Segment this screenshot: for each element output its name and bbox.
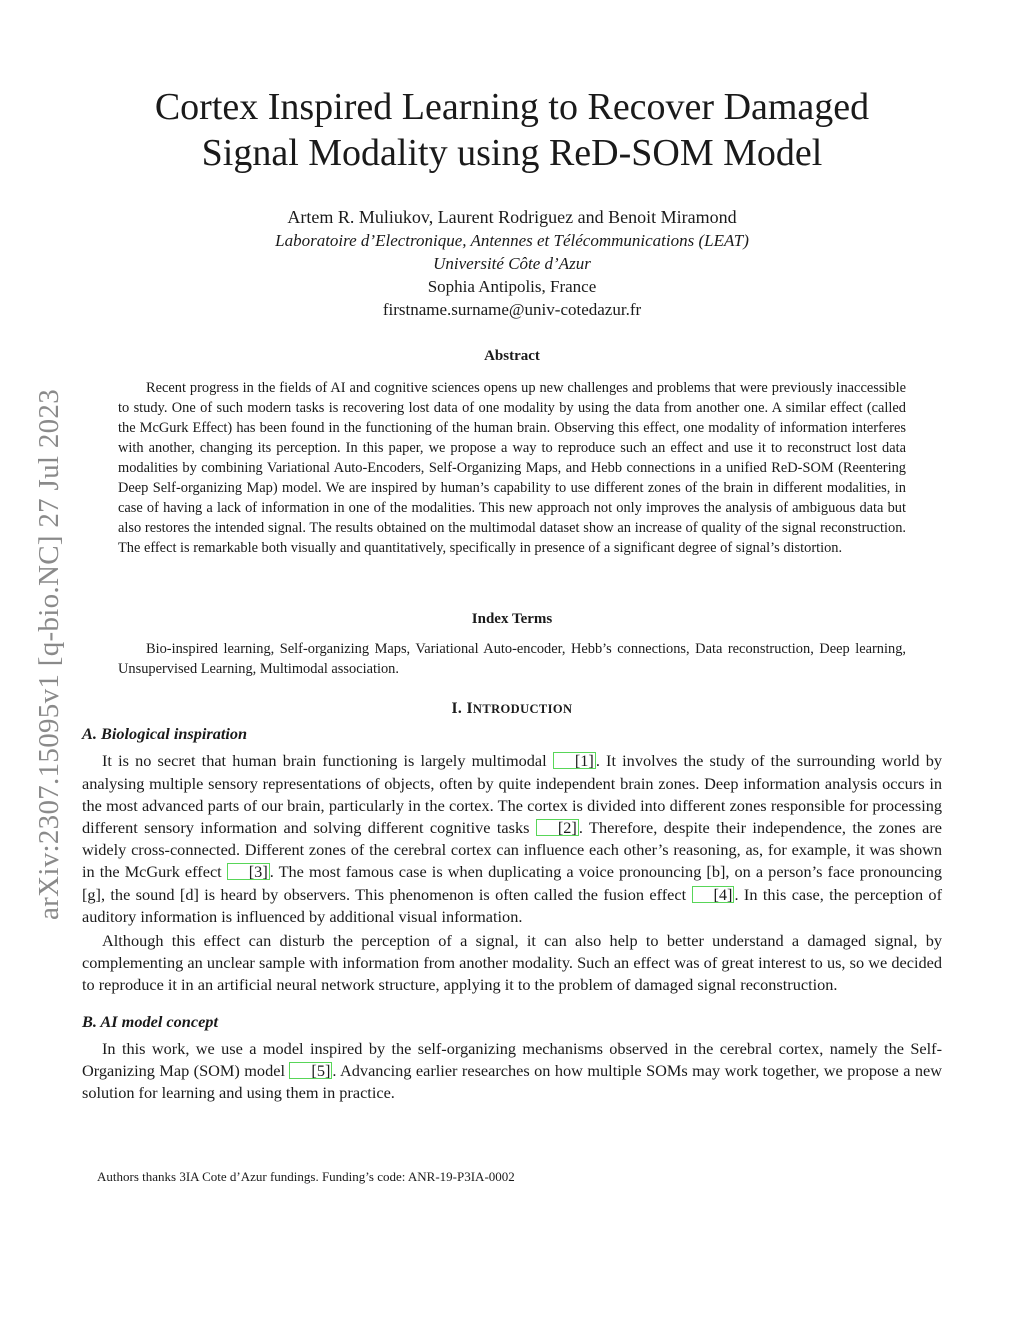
author-names: Artem R. Muliukov, Laurent Rodriguez and Benoit Miramond [287,207,737,227]
paper-title [80,84,944,176]
citation-link[interactable]: [2] [536,819,579,836]
subsection-heading-ai-model: B. AI model concept [82,1011,218,1031]
introduction-section [82,698,942,1104]
index-terms-heading: Index Terms [471,611,553,627]
citation-link[interactable]: [1] [553,752,596,769]
arxiv-identifier: arXiv:2307.15095v1 [q-bio.NC] 27 Jul 2023 [33,388,66,920]
section-heading-introduction: I. INTRODUCTION [451,700,573,717]
affiliation-lab: Laboratoire d’Electronique, Antennes et Télécommunications (LEAT) [275,231,749,250]
abstract [118,346,906,558]
abstract-heading: Abstract [484,348,540,364]
location: Sophia Antipolis, France [427,277,597,296]
email: firstname.surname@univ-cotedazur.fr [382,300,642,319]
citation-link[interactable]: [5] [289,1062,332,1079]
subsection-heading-biological: A. Biological inspiration [82,724,248,744]
paragraph-3: In this work, we use a model inspired by the self-organizing mechanisms observed in the cerebral cortex, namely the Self-Organizing Map (SOM) model [5] . Advancing earlier researches on how multiple SOMs may work together, we propose a new solution for learning and using them in practice. [82,1038,942,1103]
citation-link[interactable]: [3] [227,863,270,880]
affiliation-university: Université Côte d’Azur [433,254,591,273]
paragraph-2: Although this effect can disturb the perception of a signal, it can also help to better understand a damaged signal, by complementing an unclear sample with information from another modality. Such an effect was of great interest to us, so we decided to reproduce it in an artificial neural network structure, applying it to the problem of damaged signal reconstruction. [82,931,942,995]
index-terms [118,609,906,679]
index-terms-text: Bio-inspired learning, Self-organizing Maps, Variational Auto-encoder, Hebb’s connections, Data reconstruction, Deep learning, Unsupervised Learning, Multimodal association. [118,641,906,677]
abstract-text: Recent progress in the fields of AI and cognitive sciences opens up new challenges and problems that were previously inaccessible to study. One of such modern tasks is recovering lost data of one modality by using the data from another one. A similar effect (called the McGurk Effect) has been found in the functioning of the human brain. Observing this effect, one modality of information interferes with another, changing its perception. In this paper, we propose a way to reproduce such an effect and use it to reconstruct lost data modalities by combining Variational Auto-Encoders, Self-Organizing Maps, and Hebb connections in a unified ReD-SOM (Reentering Deep Self-organizing Map) model. We are inspired by human’s capability to use different zones of the brain in different modalities, in case of having a lack of information in one of the modalities. This new approach not only improves the analysis of ambiguous data but also restores the intended signal. The results obtained on the multimodal dataset show an increase of quality of the signal reconstruction. The effect is remarkable both visually and quantitatively, specifically in presence of a significant degree of signal’s distortion. [118,380,906,556]
citation-link[interactable]: [4] [692,886,735,903]
title-line-2: Signal Modality using ReD-SOM Model [201,132,823,174]
title-line-1: Cortex Inspired Learning to Recover Damaged [154,86,870,128]
paragraph-1: It is no secret that human brain functioning is largely multimodal [1] . It involves the study of the surrounding world by analysing multiple sensory representations of objects, often by quite independent brain zones. Deep information analysis occurs in the most advanced parts of our brain, particularly in the cortex. The cortex is divided into different zones responsible for processing different sensory information and solving different cognitive tasks [2] . Therefore, despite their independence, the zones are widely cross-connected. Different zones of the cerebral cortex can influence each other’s reasoning, as, for example, it was shown in the McGurk effect [3] . The most famous case is when duplicating a voice pronouncing [b], on a person’s face pronouncing [g], the sound [d] is heard by observers. This phenomenon is often called the fusion effect [4] . In this case, the perception of auditory information is influenced by additional visual information. [82,751,942,926]
author-block [80,205,944,321]
footnote: Authors thanks 3IA Cote d’Azur fundings. Funding’s code: ANR-19-P3IA-0002 [97,1169,515,1184]
